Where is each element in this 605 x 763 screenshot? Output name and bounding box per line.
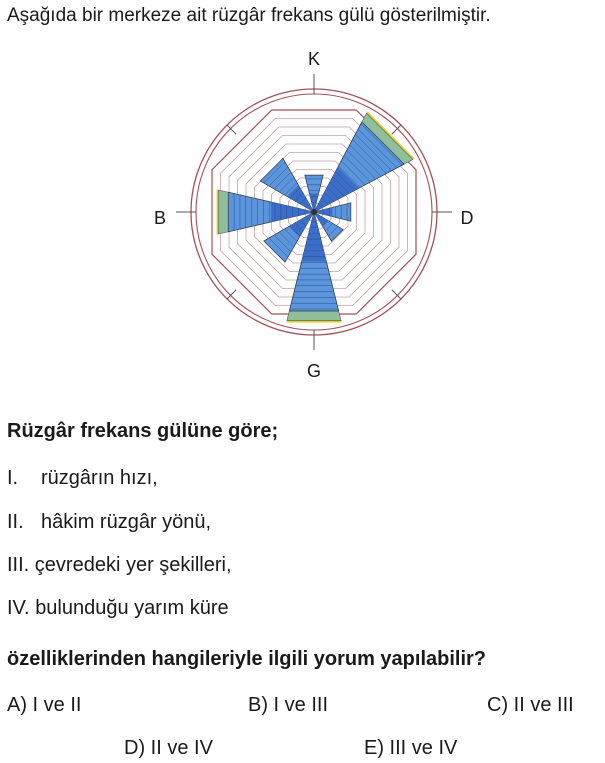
item-number: III. bbox=[7, 554, 30, 576]
diagonal-tick bbox=[392, 125, 401, 134]
diagonal-tick bbox=[392, 290, 401, 299]
item-number: I. bbox=[7, 467, 19, 489]
question-prompt: özelliklerinden hangileriyle ilgili yorum yapılabilir? bbox=[7, 648, 487, 670]
item-number: IV. bbox=[7, 597, 30, 619]
item-text: hâkim rüzgâr yönü, bbox=[41, 511, 212, 533]
option-e[interactable]: E) III ve IV bbox=[364, 737, 458, 759]
wind-rose-diagram bbox=[140, 45, 490, 390]
diagonal-tick bbox=[227, 125, 236, 134]
question-title: Rüzgâr frekans gülüne göre; bbox=[7, 420, 279, 442]
item-2 bbox=[7, 511, 211, 534]
item-number: II. bbox=[7, 511, 24, 533]
intro-text: Aşağıda bir merkeze ait rüzgâr frekans gülü gösterilmiştir. bbox=[7, 5, 491, 26]
wind-rose-sectors bbox=[217, 111, 415, 322]
center-mark bbox=[311, 209, 317, 215]
label-south: G bbox=[306, 361, 322, 381]
option-c[interactable]: C) II ve III bbox=[487, 694, 574, 716]
item-1 bbox=[7, 467, 158, 490]
item-text: bulunduğu yarım küre bbox=[35, 597, 229, 619]
item-text: çevredeki yer şekilleri, bbox=[34, 554, 232, 576]
label-west: B bbox=[153, 207, 167, 228]
label-north: K bbox=[307, 49, 321, 69]
label-east: D bbox=[460, 207, 474, 228]
item-3 bbox=[7, 554, 232, 577]
option-b[interactable]: B) I ve III bbox=[248, 694, 329, 716]
option-d[interactable]: D) II ve IV bbox=[124, 737, 213, 759]
option-a[interactable]: A) I ve II bbox=[7, 694, 82, 716]
item-4 bbox=[7, 597, 229, 620]
diagonal-tick bbox=[227, 290, 236, 299]
item-text: rüzgârın hızı, bbox=[41, 467, 158, 489]
